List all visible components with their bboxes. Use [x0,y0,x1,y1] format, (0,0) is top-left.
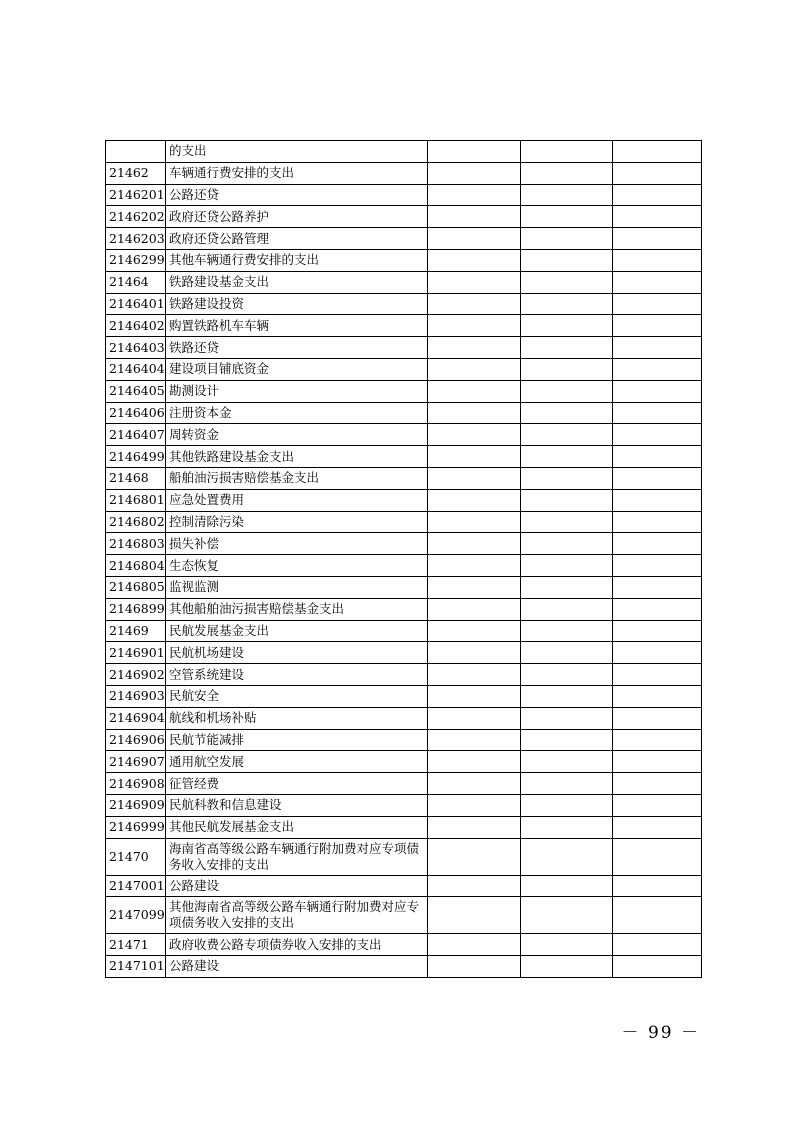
amount-cell [521,773,613,795]
amount-cell [521,293,613,315]
code-cell: 2146499 [106,446,166,468]
name-cell: 应急处置费用 [166,489,428,511]
amount-cell [521,315,613,337]
amount-cell [613,620,702,642]
amount-cell [613,664,702,686]
table-row [106,141,702,163]
amount-cell [613,773,702,795]
amount-cell [521,897,613,934]
amount-cell [521,875,613,897]
name-cell: 空管系统建设 [166,664,428,686]
name-cell: 其他船舶油污损害赔偿基金支出 [166,598,428,620]
amount-cell [613,446,702,468]
table-row [106,642,702,664]
amount-cell [613,424,702,446]
table-row [106,773,702,795]
amount-cell [521,751,613,773]
name-cell: 船舶油污损害赔偿基金支出 [166,467,428,489]
amount-cell [613,533,702,555]
amount-cell [613,141,702,163]
code-cell: 21469 [106,620,166,642]
amount-cell [428,162,521,184]
name-cell: 公路还贷 [166,184,428,206]
table-row [106,184,702,206]
amount-cell [521,707,613,729]
amount-cell [521,642,613,664]
amount-cell [428,228,521,250]
code-cell: 2146401 [106,293,166,315]
budget-table-body [106,141,702,978]
amount-cell [521,184,613,206]
amount-cell [428,707,521,729]
name-cell: 民航科教和信息建设 [166,794,428,816]
code-cell: 21471 [106,934,166,956]
code-cell: 2146201 [106,184,166,206]
amount-cell [521,228,613,250]
table-row [106,511,702,533]
amount-cell [428,511,521,533]
table-row [106,816,702,838]
amount-cell [613,249,702,271]
amount-cell [521,838,613,875]
amount-cell [613,402,702,424]
amount-cell [428,358,521,380]
amount-cell [521,162,613,184]
amount-cell [428,875,521,897]
amount-cell [521,598,613,620]
amount-cell [613,315,702,337]
name-cell: 政府还贷公路管理 [166,228,428,250]
code-cell: 2146906 [106,729,166,751]
amount-cell [428,337,521,359]
name-cell: 的支出 [166,141,428,163]
table-row [106,337,702,359]
code-cell: 2146908 [106,773,166,795]
table-row [106,206,702,228]
amount-cell [521,620,613,642]
amount-cell [613,511,702,533]
table-row [106,358,702,380]
amount-cell [428,271,521,293]
amount-cell [521,489,613,511]
amount-cell [428,838,521,875]
amount-cell [521,249,613,271]
name-cell: 民航安全 [166,685,428,707]
amount-cell [428,773,521,795]
name-cell: 其他车辆通行费安排的支出 [166,249,428,271]
amount-cell [521,141,613,163]
name-cell: 铁路还贷 [166,337,428,359]
amount-cell [613,576,702,598]
amount-cell [521,729,613,751]
code-cell: 2146804 [106,555,166,577]
code-cell: 2146904 [106,707,166,729]
amount-cell [613,162,702,184]
amount-cell [613,707,702,729]
amount-cell [613,729,702,751]
name-cell: 公路建设 [166,875,428,897]
amount-cell [521,380,613,402]
code-cell: 2146801 [106,489,166,511]
name-cell: 政府收费公路专项债券收入安排的支出 [166,934,428,956]
name-cell: 购置铁路机车车辆 [166,315,428,337]
amount-cell [521,664,613,686]
table-row [106,315,702,337]
amount-cell [613,875,702,897]
code-cell: 2147101 [106,956,166,978]
amount-cell [521,337,613,359]
code-cell: 2146901 [106,642,166,664]
amount-cell [428,576,521,598]
code-cell: 2146903 [106,685,166,707]
amount-cell [613,751,702,773]
amount-cell [613,685,702,707]
amount-cell [521,816,613,838]
amount-cell [521,511,613,533]
amount-cell [428,729,521,751]
name-cell: 铁路建设投资 [166,293,428,315]
table-row [106,424,702,446]
table-row [106,380,702,402]
table-row [106,467,702,489]
code-cell: 2147099 [106,897,166,934]
amount-cell [613,358,702,380]
amount-cell [521,206,613,228]
name-cell: 勘测设计 [166,380,428,402]
name-cell: 生态恢复 [166,555,428,577]
name-cell: 海南省高等级公路车辆通行附加费对应专项债务收入安排的支出 [166,838,428,875]
amount-cell [428,685,521,707]
table-row [106,729,702,751]
amount-cell [428,184,521,206]
table-row [106,533,702,555]
amount-cell [428,555,521,577]
amount-cell [428,402,521,424]
budget-table [105,140,702,978]
code-cell: 21464 [106,271,166,293]
amount-cell [428,897,521,934]
amount-cell [521,402,613,424]
amount-cell [521,358,613,380]
name-cell: 航线和机场补贴 [166,707,428,729]
name-cell: 公路建设 [166,956,428,978]
code-cell: 21462 [106,162,166,184]
amount-cell [428,467,521,489]
name-cell: 监视监测 [166,576,428,598]
table-row [106,249,702,271]
code-cell: 2146907 [106,751,166,773]
amount-cell [613,489,702,511]
table-row [106,489,702,511]
amount-cell [521,576,613,598]
code-cell: 2146203 [106,228,166,250]
amount-cell [428,446,521,468]
amount-cell [613,380,702,402]
amount-cell [428,315,521,337]
amount-cell [521,271,613,293]
code-cell: 21470 [106,838,166,875]
code-cell: 2146299 [106,249,166,271]
table-row [106,446,702,468]
code-cell: 2146909 [106,794,166,816]
code-cell: 2146902 [106,664,166,686]
amount-cell [613,206,702,228]
amount-cell [521,794,613,816]
code-cell: 2146404 [106,358,166,380]
amount-cell [613,467,702,489]
amount-cell [428,794,521,816]
table-row [106,228,702,250]
amount-cell [613,337,702,359]
amount-cell [613,228,702,250]
code-cell: 21468 [106,467,166,489]
name-cell: 其他铁路建设基金支出 [166,446,428,468]
amount-cell [428,533,521,555]
code-cell: 2146899 [106,598,166,620]
amount-cell [428,141,521,163]
table-row [106,576,702,598]
name-cell: 民航发展基金支出 [166,620,428,642]
amount-cell [521,446,613,468]
amount-cell [613,934,702,956]
code-cell [106,141,166,163]
table-row [106,555,702,577]
amount-cell [428,293,521,315]
name-cell: 损失补偿 [166,533,428,555]
amount-cell [428,598,521,620]
name-cell: 政府还贷公路养护 [166,206,428,228]
amount-cell [428,489,521,511]
amount-cell [428,956,521,978]
amount-cell [613,897,702,934]
table-row [106,293,702,315]
amount-cell [521,467,613,489]
table-row [106,271,702,293]
amount-cell [428,642,521,664]
amount-cell [428,816,521,838]
amount-cell [428,751,521,773]
code-cell: 2146406 [106,402,166,424]
name-cell: 其他海南省高等级公路车辆通行附加费对应专项债务收入安排的支出 [166,897,428,934]
code-cell: 2146202 [106,206,166,228]
amount-cell [613,555,702,577]
table-row [106,620,702,642]
code-cell: 2147001 [106,875,166,897]
table-row [106,707,702,729]
amount-cell [613,956,702,978]
name-cell: 民航机场建设 [166,642,428,664]
code-cell: 2146402 [106,315,166,337]
amount-cell [613,598,702,620]
amount-cell [521,424,613,446]
code-cell: 2146805 [106,576,166,598]
table-row [106,956,702,978]
table-row [106,598,702,620]
code-cell: 2146407 [106,424,166,446]
amount-cell [428,380,521,402]
amount-cell [428,664,521,686]
name-cell: 征管经费 [166,773,428,795]
table-row [106,664,702,686]
name-cell: 控制清除污染 [166,511,428,533]
table-row [106,897,702,934]
amount-cell [521,956,613,978]
table-row [106,685,702,707]
code-cell: 2146999 [106,816,166,838]
amount-cell [428,620,521,642]
name-cell: 民航节能减排 [166,729,428,751]
amount-cell [613,816,702,838]
name-cell: 建设项目铺底资金 [166,358,428,380]
table-row [106,875,702,897]
name-cell: 车辆通行费安排的支出 [166,162,428,184]
name-cell: 铁路建设基金支出 [166,271,428,293]
amount-cell [428,424,521,446]
amount-cell [613,838,702,875]
code-cell: 2146403 [106,337,166,359]
table-row [106,402,702,424]
table-row [106,751,702,773]
code-cell: 2146802 [106,511,166,533]
amount-cell [613,794,702,816]
amount-cell [428,206,521,228]
page-number: － 99 － [621,1023,700,1043]
table-row [106,162,702,184]
amount-cell [613,642,702,664]
table-row [106,934,702,956]
table-row [106,838,702,875]
name-cell: 其他民航发展基金支出 [166,816,428,838]
code-cell: 2146405 [106,380,166,402]
amount-cell [521,533,613,555]
amount-cell [613,184,702,206]
code-cell: 2146803 [106,533,166,555]
name-cell: 注册资本金 [166,402,428,424]
table-row [106,794,702,816]
amount-cell [613,293,702,315]
amount-cell [613,271,702,293]
name-cell: 通用航空发展 [166,751,428,773]
amount-cell [521,685,613,707]
amount-cell [521,555,613,577]
amount-cell [428,934,521,956]
amount-cell [521,934,613,956]
name-cell: 周转资金 [166,424,428,446]
amount-cell [428,249,521,271]
